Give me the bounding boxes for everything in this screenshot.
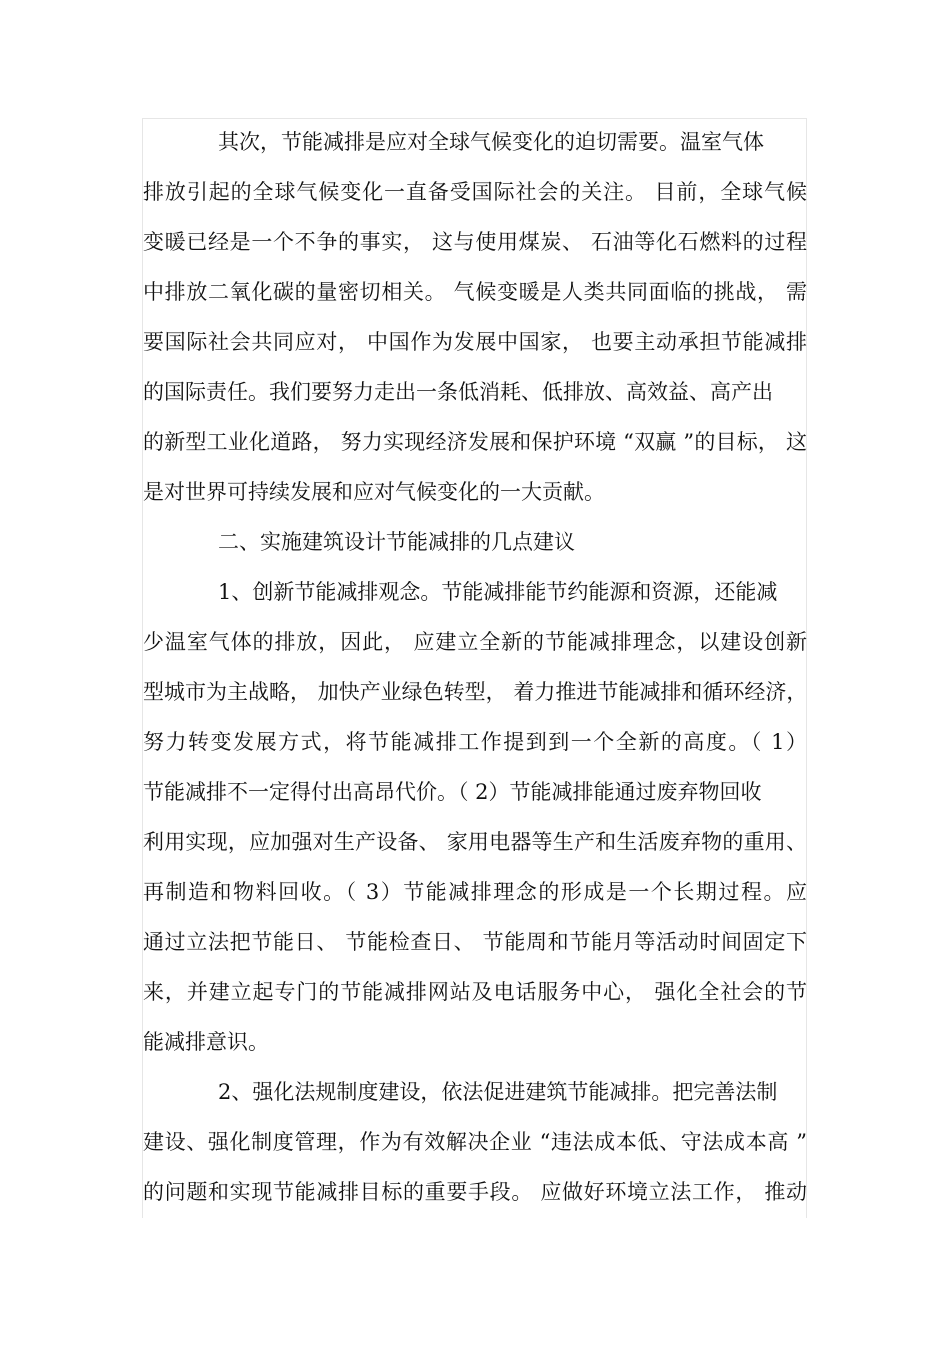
text-line: 的问题和实现节能减排目标的重要手段。 应做好环境立法工作， 推动 — [143, 1180, 807, 1204]
text-line: 型城市为主战略， 加快产业绿色转型， 着力推进节能减排和循环经济， — [143, 680, 807, 704]
text-line: 努力转变发展方式，将节能减排工作提到到一个全新的高度。（ 1） — [143, 730, 807, 754]
text-line: 建设、强化制度管理，作为有效解决企业 “违法成本低、守法成本高 ” — [143, 1130, 807, 1154]
text-line: 变暖已经是一个不争的事实， 这与使用煤炭、 石油等化石燃料的过程 — [143, 230, 807, 254]
text-line: 2、强化法规制度建设，依法促进建筑节能减排。把完善法制 — [218, 1080, 778, 1104]
text-line: 要国际社会共同应对， 中国作为发展中国家， 也要主动承担节能减排 — [143, 330, 807, 354]
text-line: 少温室气体的排放，因此， 应建立全新的节能减排理念，以建设创新 — [143, 630, 807, 654]
text-line: 通过立法把节能日、 节能检查日、 节能周和节能月等活动时间固定下 — [143, 930, 807, 954]
text-line: 其次，节能减排是应对全球气候变化的迫切需要。温室气体 — [218, 130, 764, 154]
section-heading: 二、实施建筑设计节能减排的几点建议 — [218, 530, 575, 554]
text-line: 排放引起的全球气候变化一直备受国际社会的关注。 目前，全球气候 — [143, 180, 807, 204]
text-line: 1、创新节能减排观念。节能减排能节约能源和资源，还能减 — [218, 580, 778, 604]
text-line: 再制造和物料回收。（ 3）节能减排理念的形成是一个长期过程。应 — [143, 880, 807, 904]
text-line: 的国际责任。我们要努力走出一条低消耗、低排放、高效益、高产出 — [143, 380, 773, 404]
text-line: 中排放二氧化碳的量密切相关。 气候变暖是人类共同面临的挑战， 需 — [143, 280, 807, 304]
text-line: 是对世界可持续发展和应对气候变化的一大贡献。 — [143, 480, 605, 504]
text-line: 利用实现，应加强对生产设备、 家用电器等生产和生活废弃物的重用、 — [143, 830, 807, 854]
text-line: 能减排意识。 — [143, 1030, 269, 1054]
text-line: 的新型工业化道路， 努力实现经济发展和保护环境 “双赢 ”的目标， 这 — [143, 430, 807, 454]
text-line: 节能减排不一定得付出高昂代价。（ 2）节能减排能通过废弃物回收 — [143, 780, 762, 804]
text-line: 来，并建立起专门的节能减排网站及电话服务中心， 强化全社会的节 — [143, 980, 807, 1004]
